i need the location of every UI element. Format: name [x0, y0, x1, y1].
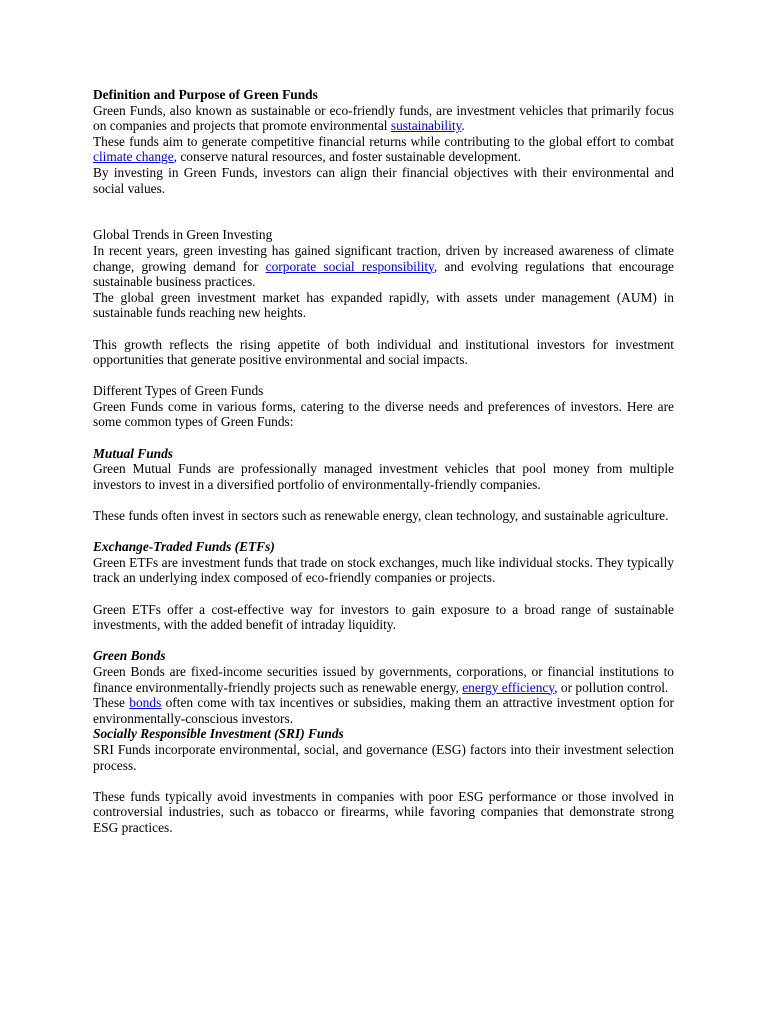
link-climate-change[interactable]: climate change — [93, 149, 174, 165]
link-bonds[interactable]: bonds — [129, 695, 162, 711]
spacer — [93, 492, 674, 508]
spacer — [93, 321, 674, 337]
spacer — [93, 430, 674, 446]
spacer — [93, 368, 674, 384]
paragraph: In recent years, green investing has gained significant traction, driven by increased awareness of climate change, growing demand for corporate social responsibility, and evolving regulations that encourage sustainable business practices. — [93, 242, 674, 290]
link-corporate-social-responsibility[interactable]: corporate social responsibility — [265, 258, 434, 274]
paragraph: These bonds often come with tax incentives or subsidies, making them an attractive investment option for environmentally-conscious investors. — [93, 695, 674, 726]
spacer — [93, 586, 674, 602]
subheading-sri-funds: Socially Responsible Investment (SRI) Funds — [93, 726, 344, 742]
spacer — [93, 633, 674, 649]
link-sustainability[interactable]: sustainability — [390, 118, 462, 134]
paragraph: Green Funds, also known as sustainable or eco-friendly funds, are investment vehicles that primarily focus on companies and projects that promote environmental sustainability. — [93, 102, 674, 134]
paragraph: Green ETFs are investment funds that trade on stock exchanges, much like individual stocks. They typically track an underlying index composed of eco-friendly companies or projects. — [93, 554, 674, 586]
paragraph: These funds often invest in sectors such as renewable energy, clean technology, and sustainable agriculture. — [93, 508, 669, 524]
paragraph: SRI Funds incorporate environmental, social, and governance (ESG) factors into their investment selection process. — [93, 741, 674, 773]
paragraph: This growth reflects the rising appetite of both individual and institutional investors for investment opportunities that generate positive environmental and social impacts. — [93, 336, 674, 368]
paragraph: Green Mutual Funds are professionally managed investment vehicles that pool money from multiple investors to invest in a diversified portfolio of environmentally-friendly companies. — [93, 461, 674, 492]
paragraph: Green Funds come in various forms, catering to the diverse needs and preferences of investors. Here are some common types of Green Funds: — [93, 398, 674, 430]
subheading-etfs: Exchange-Traded Funds (ETFs) — [93, 539, 275, 555]
subheading-mutual-funds: Mutual Funds — [93, 445, 174, 461]
spacer — [93, 773, 674, 789]
paragraph: Green ETFs offer a cost-effective way for investors to gain exposure to a broad range of sustainable investments, with the added benefit of intraday liquidity. — [93, 601, 674, 633]
spacer — [93, 212, 674, 228]
spacer — [93, 196, 674, 212]
paragraph: These funds aim to generate competitive financial returns while contributing to the global effort to combat climate change, conserve natural resources, and foster sustainable development. — [93, 133, 674, 165]
paragraph: The global green investment market has expanded rapidly, with assets under management (AUM) in sustainable funds reaching new heights. — [93, 289, 674, 321]
subheading-green-bonds: Green Bonds — [93, 648, 166, 664]
document-page — [93, 87, 674, 836]
section-heading-types: Different Types of Green Funds — [93, 383, 264, 399]
section-heading-definition: Definition and Purpose of Green Funds — [93, 87, 318, 102]
spacer — [93, 524, 674, 540]
paragraph: These funds typically avoid investments in companies with poor ESG performance or those involved in controversial industries, such as tobacco or firearms, while favoring companies that demonstrate strong ESG practices. — [93, 788, 674, 835]
link-energy-efficiency[interactable]: energy efficiency — [462, 679, 555, 695]
paragraph: By investing in Green Funds, investors can align their financial objectives with their environmental and social values. — [93, 164, 674, 196]
section-heading-global-trends: Global Trends in Green Investing — [93, 227, 273, 243]
paragraph: Green Bonds are fixed-income securities issued by governments, corporations, or financial institutions to finance environmentally-friendly projects such as renewable energy, energy efficiency, or pollution control. — [93, 663, 674, 695]
